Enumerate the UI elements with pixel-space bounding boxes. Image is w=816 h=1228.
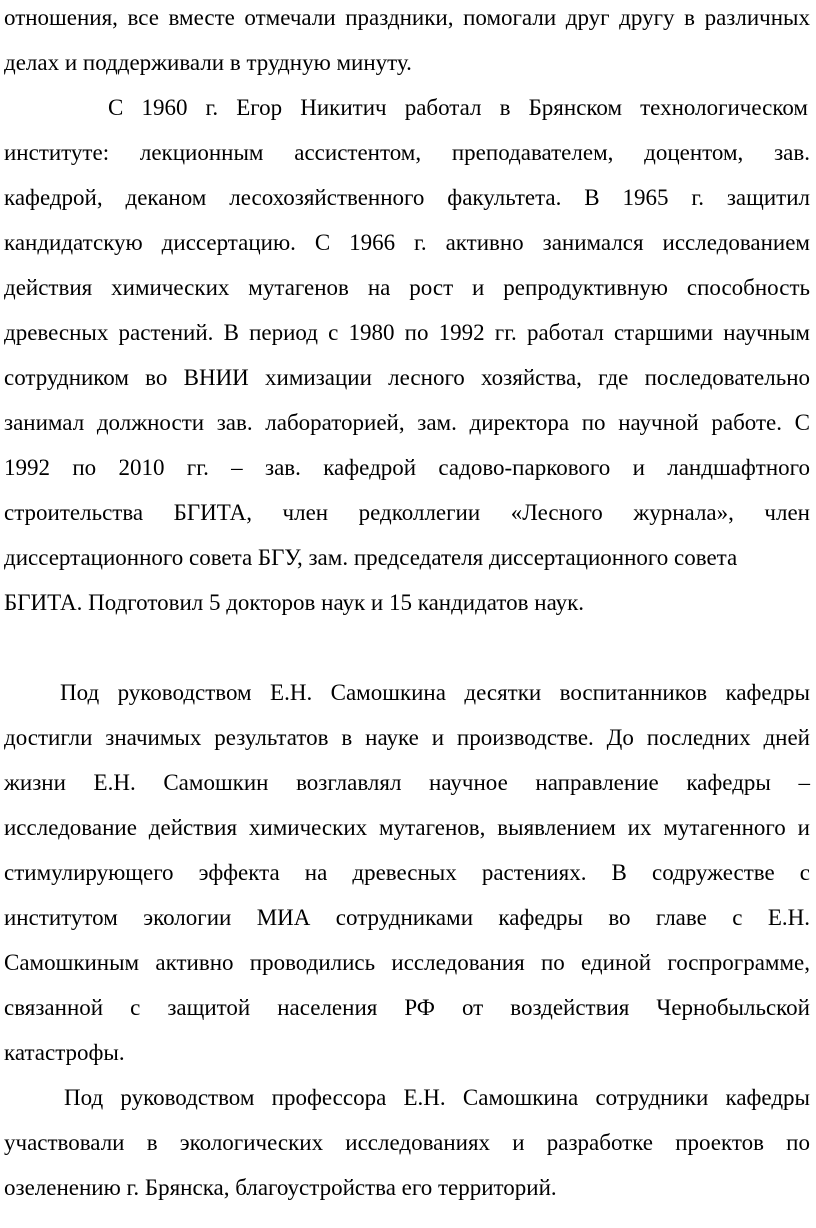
text-line: строительства БГИТА, член редколлегии «Лесного журнала», член — [4, 500, 810, 525]
text-line: С 1960 г. Егор Никитич работал в Брянском технологическом — [108, 95, 808, 120]
text-line: кафедрой, деканом лесохозяйственного факультета. В 1965 г. защитил — [4, 185, 810, 210]
text-line: участвовали в экологических исследованиях и разработке проектов по — [4, 1130, 810, 1155]
text-line: жизни Е.Н. Самошкин возглавлял научное направление кафедры – — [4, 770, 810, 795]
text-line: делах и поддерживали в трудную минуту. — [4, 50, 412, 75]
text-line: Самошкиным активно проводились исследования по единой госпрограмме, — [4, 950, 810, 975]
text-line: диссертационного совета БГУ, зам. председателя диссертационного совета — [4, 545, 738, 570]
text-line: озеленению г. Брянска, благоустройства его территорий. — [4, 1175, 557, 1200]
text-line: катастрофы. — [4, 1040, 125, 1065]
text-line: институтом экологии МИА сотрудниками кафедры во главе с Е.Н. — [4, 905, 810, 930]
text-line: отношения, все вместе отмечали праздники, помогали друг другу в различных — [4, 5, 810, 30]
text-line: достигли значимых результатов в науке и производстве. До последних дней — [4, 725, 810, 750]
text-line: сотрудником во ВНИИ химизации лесного хозяйства, где последовательно — [4, 365, 810, 390]
text-line: древесных растений. В период с 1980 по 1992 гг. работал старшими научным — [4, 320, 810, 345]
text-line: Под руководством профессора Е.Н. Самошкина сотрудники кафедры — [64, 1085, 810, 1110]
text-line: кандидатскую диссертацию. С 1966 г. активно занимался исследованием — [4, 230, 810, 255]
text-line: институте: лекционным ассистентом, преподавателем, доцентом, зав. — [4, 140, 810, 165]
text-line: связанной с защитой населения РФ от воздействия Чернобыльской — [4, 995, 810, 1020]
text-line: исследование действия химических мутагенов, выявлением их мутагенного и — [4, 815, 810, 840]
text-line: БГИТА. Подготовил 5 докторов наук и 15 кандидатов наук. — [4, 590, 585, 615]
text-line: Под руководством Е.Н. Самошкина десятки воспитанников кафедры — [60, 680, 810, 705]
text-line: 1992 по 2010 гг. – зав. кафедрой садово-паркового и ландшафтного — [4, 455, 810, 480]
text-line: стимулирующего эффекта на древесных растениях. В содружестве с — [4, 860, 810, 885]
text-line: занимал должности зав. лабораторией, зам. директора по научной работе. С — [4, 410, 810, 435]
text-line: действия химических мутагенов на рост и репродуктивную способность — [4, 275, 810, 300]
